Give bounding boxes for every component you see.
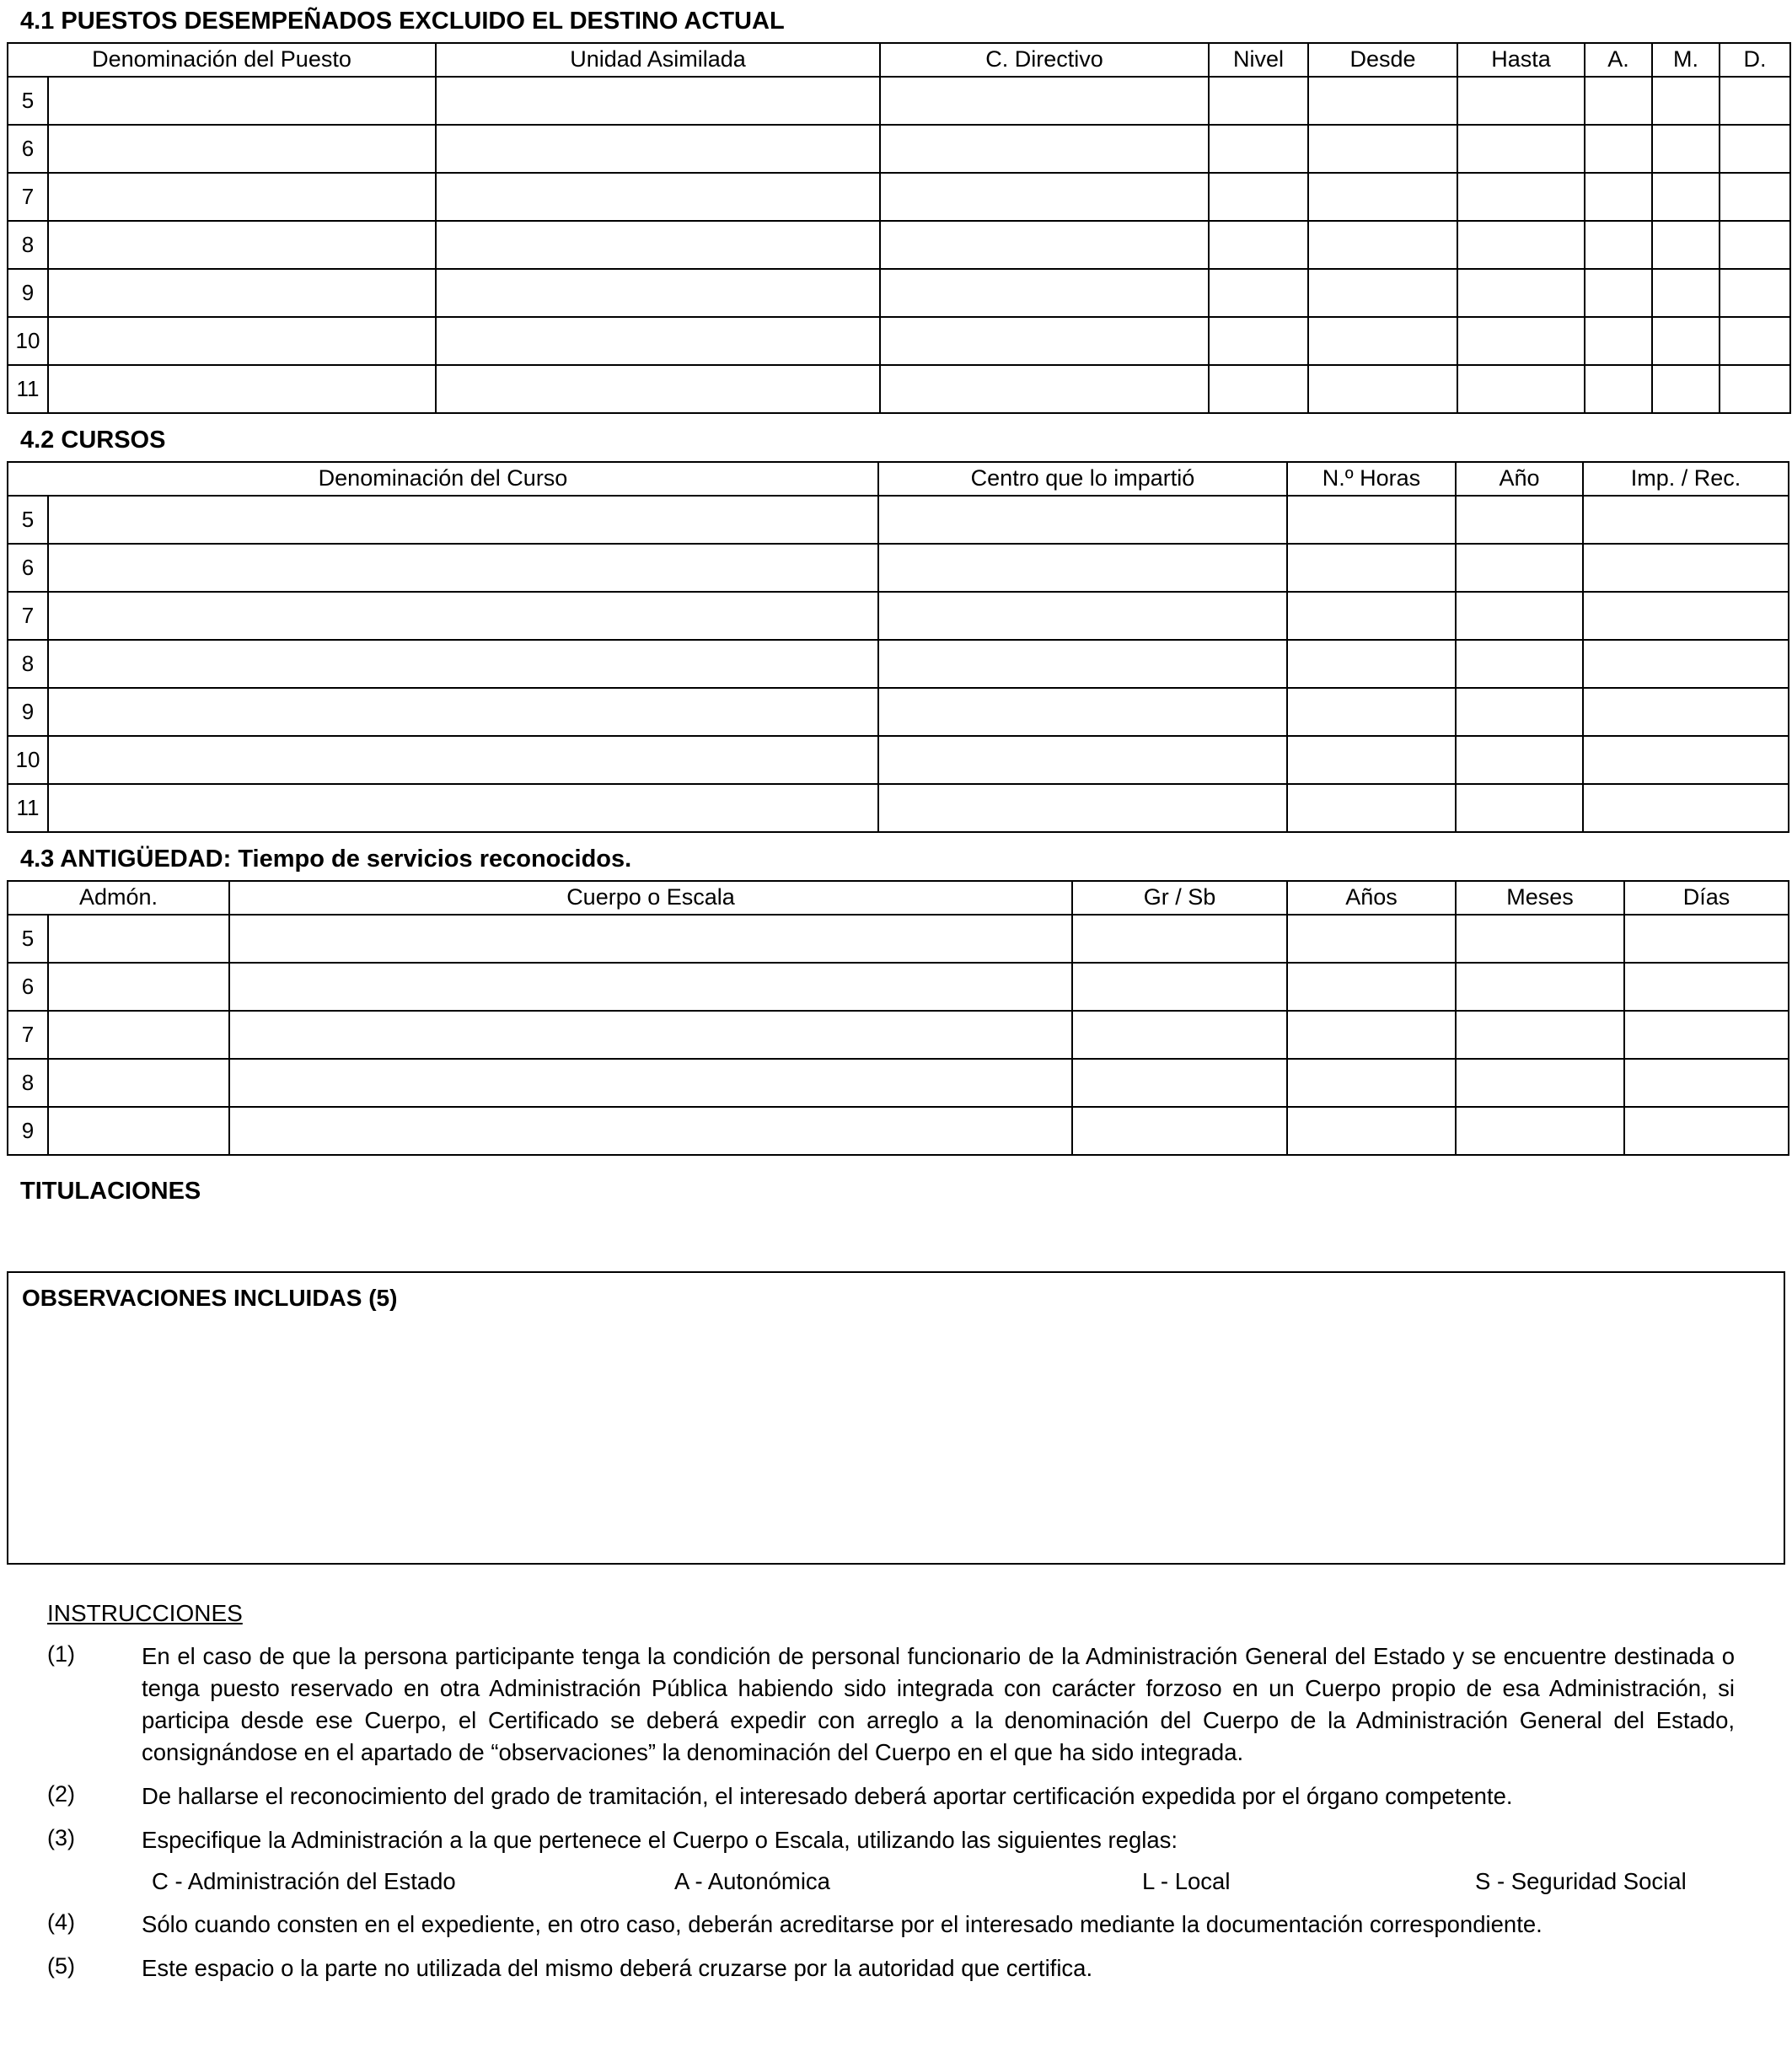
row-number-cell: 10 [8,317,48,365]
instruction-item-1 [47,1640,1735,1769]
empty-cell [48,915,229,963]
row-number-cell: 10 [8,736,48,784]
col-header-ano: Año [1456,462,1583,496]
table-row [8,736,1789,784]
empty-cell [880,77,1209,125]
empty-cell [1308,221,1457,269]
instruction-text: Sólo cuando consten en el expediente, en otro caso, deberán acreditarse por el interesado mediante la documentación correspondiente. [142,1910,1543,1937]
col-header-imp-rec: Imp. / Rec. [1583,462,1789,496]
table-row [8,365,1790,413]
empty-cell [1583,592,1789,640]
table-row [8,1107,1789,1155]
col-header-denominacion-puesto: Denominación del Puesto [8,43,436,77]
empty-cell [1585,221,1652,269]
empty-cell [1583,688,1789,736]
empty-cell [878,640,1287,688]
empty-cell [878,592,1287,640]
instruction-item-2 [47,1780,1735,1812]
table-antiguedad [7,880,1789,1156]
empty-cell [436,269,880,317]
empty-cell [1457,125,1585,173]
empty-cell [1652,269,1720,317]
row-number-cell: 8 [8,221,48,269]
empty-cell [48,317,436,365]
col-header-c-directivo: C. Directivo [880,43,1209,77]
empty-cell [436,173,880,221]
empty-cell [1585,125,1652,173]
empty-cell [1308,317,1457,365]
empty-cell [48,544,878,592]
row-number-cell: 8 [8,640,48,688]
col-header-horas: N.º Horas [1287,462,1456,496]
col-header-cuerpo-escala: Cuerpo o Escala [229,881,1072,915]
empty-cell [1456,496,1583,544]
empty-cell [229,1059,1072,1107]
table-header-row [8,881,1789,915]
table-row [8,77,1790,125]
empty-cell [1287,736,1456,784]
empty-cell [1456,963,1624,1011]
empty-cell [1624,963,1789,1011]
empty-cell [1583,496,1789,544]
instructions-title: INSTRUCCIONES [47,1599,243,1626]
empty-cell [1287,640,1456,688]
observaciones-title: OBSERVACIONES INCLUIDAS (5) [22,1284,398,1311]
empty-cell [1583,544,1789,592]
empty-cell [1652,77,1720,125]
table-row [8,640,1789,688]
empty-cell [1720,269,1790,317]
empty-cell [1308,365,1457,413]
table-row [8,269,1790,317]
table-row [8,915,1789,963]
empty-cell [48,640,878,688]
instruction-item-5 [47,1952,1735,1984]
empty-cell [436,77,880,125]
empty-cell [1287,544,1456,592]
col-header-unidad-asimilada: Unidad Asimilada [436,43,880,77]
empty-cell [48,125,436,173]
empty-cell [1072,915,1287,963]
instruction-item-4 [47,1909,1735,1941]
empty-cell [1652,317,1720,365]
empty-cell [880,365,1209,413]
code-local: L - Local [1142,1867,1231,1894]
empty-cell [878,544,1287,592]
table-cursos [7,461,1789,833]
col-header-meses: Meses [1456,881,1624,915]
instruction-number: (3) [47,1824,75,1850]
instruction-text: En el caso de que la persona participante tenga la condición de personal funcionario de la Administración General del Estado y se encuentre destinada o tenga puesto reservado en otra Administración Pública habiendo sido integrada con carácter forzoso en un Cuerpo propio de esa Administración, si participa desde ese Cuerpo, el Certificado se deberá expedir con arreglo a la denominación del Cuerpo de la Administración General del Estado, consignándose en el apartado de “observaciones” la denominación del Cuerpo en el que ha sido integrada. [142,1642,1735,1765]
row-number-cell: 7 [8,1011,48,1059]
empty-cell [48,77,436,125]
empty-cell [436,365,880,413]
empty-cell [878,784,1287,832]
table-row [8,317,1790,365]
row-number-cell: 5 [8,77,48,125]
empty-cell [1585,173,1652,221]
table-row [8,784,1789,832]
empty-cell [48,365,436,413]
empty-cell [880,317,1209,365]
empty-cell [1287,915,1456,963]
table-header-row [8,43,1790,77]
instruction-number: (1) [47,1640,75,1667]
empty-cell [1287,1059,1456,1107]
empty-cell [1624,915,1789,963]
empty-cell [1585,365,1652,413]
table-header-row [8,462,1789,496]
empty-cell [1457,173,1585,221]
empty-cell [1720,221,1790,269]
empty-cell [1457,221,1585,269]
empty-cell [1624,1107,1789,1155]
col-header-gr-sb: Gr / Sb [1072,881,1287,915]
empty-cell [436,317,880,365]
empty-cell [1456,688,1583,736]
empty-cell [1457,77,1585,125]
table-row [8,125,1790,173]
empty-cell [229,915,1072,963]
empty-cell [1209,173,1308,221]
table-row [8,963,1789,1011]
empty-cell [878,688,1287,736]
empty-cell [1308,125,1457,173]
code-seguridad-social: S - Seguridad Social [1475,1867,1687,1894]
instructions-section [47,1600,1735,1984]
empty-cell [1456,1011,1624,1059]
empty-cell [880,173,1209,221]
empty-cell [1072,1107,1287,1155]
empty-cell [48,736,878,784]
empty-cell [1209,317,1308,365]
col-header-hasta: Hasta [1457,43,1585,77]
empty-cell [1624,1059,1789,1107]
empty-cell [1720,125,1790,173]
empty-cell [1072,963,1287,1011]
empty-cell [1457,317,1585,365]
empty-cell [1456,915,1624,963]
empty-cell [48,173,436,221]
empty-cell [1209,221,1308,269]
empty-cell [878,736,1287,784]
empty-cell [1456,784,1583,832]
code-autonomica: A - Autonómica [674,1867,830,1894]
row-number-cell: 6 [8,544,48,592]
empty-cell [1585,317,1652,365]
row-number-cell: 9 [8,688,48,736]
empty-cell [48,496,878,544]
empty-cell [880,269,1209,317]
instruction-item-3 [47,1824,1735,1856]
empty-cell [1585,77,1652,125]
empty-cell [48,1059,229,1107]
col-header-a: A. [1585,43,1652,77]
empty-cell [1456,544,1583,592]
empty-cell [1287,688,1456,736]
col-header-anos: Años [1287,881,1456,915]
empty-cell [48,221,436,269]
observaciones-box [7,1271,1785,1565]
col-header-centro: Centro que lo impartió [878,462,1287,496]
empty-cell [48,1011,229,1059]
empty-cell [1456,640,1583,688]
row-number-cell: 7 [8,592,48,640]
table-row [8,1011,1789,1059]
empty-cell [1720,317,1790,365]
col-header-desde: Desde [1308,43,1457,77]
table-row [8,221,1790,269]
empty-cell [1072,1059,1287,1107]
empty-cell [1652,125,1720,173]
row-number-cell: 7 [8,173,48,221]
row-number-cell: 5 [8,915,48,963]
empty-cell [1456,736,1583,784]
empty-cell [1308,269,1457,317]
table-row [8,592,1789,640]
empty-cell [1720,173,1790,221]
empty-cell [48,1107,229,1155]
empty-cell [1287,963,1456,1011]
empty-cell [48,784,878,832]
empty-cell [1209,125,1308,173]
empty-cell [1457,365,1585,413]
table-row [8,1059,1789,1107]
empty-cell [229,963,1072,1011]
empty-cell [1287,592,1456,640]
row-number-cell: 11 [8,784,48,832]
empty-cell [1456,1059,1624,1107]
empty-cell [1720,77,1790,125]
section-title-4-3: 4.3 ANTIGÜEDAD: Tiempo de servicios reconocidos. [20,845,632,873]
instruction-number: (4) [47,1909,75,1935]
section-title-4-2: 4.2 CURSOS [20,426,166,454]
row-number-cell: 6 [8,125,48,173]
empty-cell [1624,1011,1789,1059]
empty-cell [1456,1107,1624,1155]
empty-cell [878,496,1287,544]
empty-cell [880,125,1209,173]
empty-cell [436,125,880,173]
code-estado: C - Administración del Estado [152,1867,456,1894]
empty-cell [1583,736,1789,784]
empty-cell [48,592,878,640]
empty-cell [1652,365,1720,413]
instruction-number: (5) [47,1952,75,1979]
empty-cell [1583,784,1789,832]
empty-cell [1720,365,1790,413]
row-number-cell: 8 [8,1059,48,1107]
empty-cell [436,221,880,269]
empty-cell [880,221,1209,269]
empty-cell [1457,269,1585,317]
empty-cell [229,1011,1072,1059]
col-header-m: M. [1652,43,1720,77]
instruction-text: De hallarse el reconocimiento del grado de tramitación, el interesado deberá aportar certificación expedida por el órgano competente. [142,1782,1513,1809]
empty-cell [48,963,229,1011]
titulaciones-space [7,1206,1785,1271]
empty-cell [1209,269,1308,317]
table-puestos [7,42,1791,414]
empty-cell [1308,173,1457,221]
col-header-d: D. [1720,43,1790,77]
empty-cell [48,269,436,317]
row-number-cell: 11 [8,365,48,413]
col-header-dias: Días [1624,881,1789,915]
row-number-cell: 5 [8,496,48,544]
instruction-text: Este espacio o la parte no utilizada del mismo deberá cruzarse por la autoridad que certifica. [142,1954,1093,1981]
col-header-nivel: Nivel [1209,43,1308,77]
col-header-admon: Admón. [8,881,229,915]
instruction-text: Especifique la Administración a la que pertenece el Cuerpo o Escala, utilizando las siguientes reglas: [142,1826,1178,1853]
table-row [8,688,1789,736]
row-number-cell: 9 [8,1107,48,1155]
titulaciones-title: TITULACIONES [20,1177,201,1205]
empty-cell [48,688,878,736]
empty-cell [1209,77,1308,125]
empty-cell [1287,496,1456,544]
empty-cell [1308,77,1457,125]
admin-codes-row [152,1868,1735,1895]
empty-cell [1652,221,1720,269]
empty-cell [1209,365,1308,413]
row-number-cell: 9 [8,269,48,317]
empty-cell [229,1107,1072,1155]
col-header-denominacion-curso: Denominación del Curso [8,462,878,496]
empty-cell [1287,1107,1456,1155]
empty-cell [1456,592,1583,640]
table-row [8,544,1789,592]
table-row [8,496,1789,544]
instruction-number: (2) [47,1780,75,1807]
empty-cell [1287,1011,1456,1059]
empty-cell [1585,269,1652,317]
table-row [8,173,1790,221]
row-number-cell: 6 [8,963,48,1011]
empty-cell [1287,784,1456,832]
empty-cell [1072,1011,1287,1059]
empty-cell [1583,640,1789,688]
section-title-4-1: 4.1 PUESTOS DESEMPEÑADOS EXCLUIDO EL DESTINO ACTUAL [20,8,785,35]
empty-cell [1652,173,1720,221]
